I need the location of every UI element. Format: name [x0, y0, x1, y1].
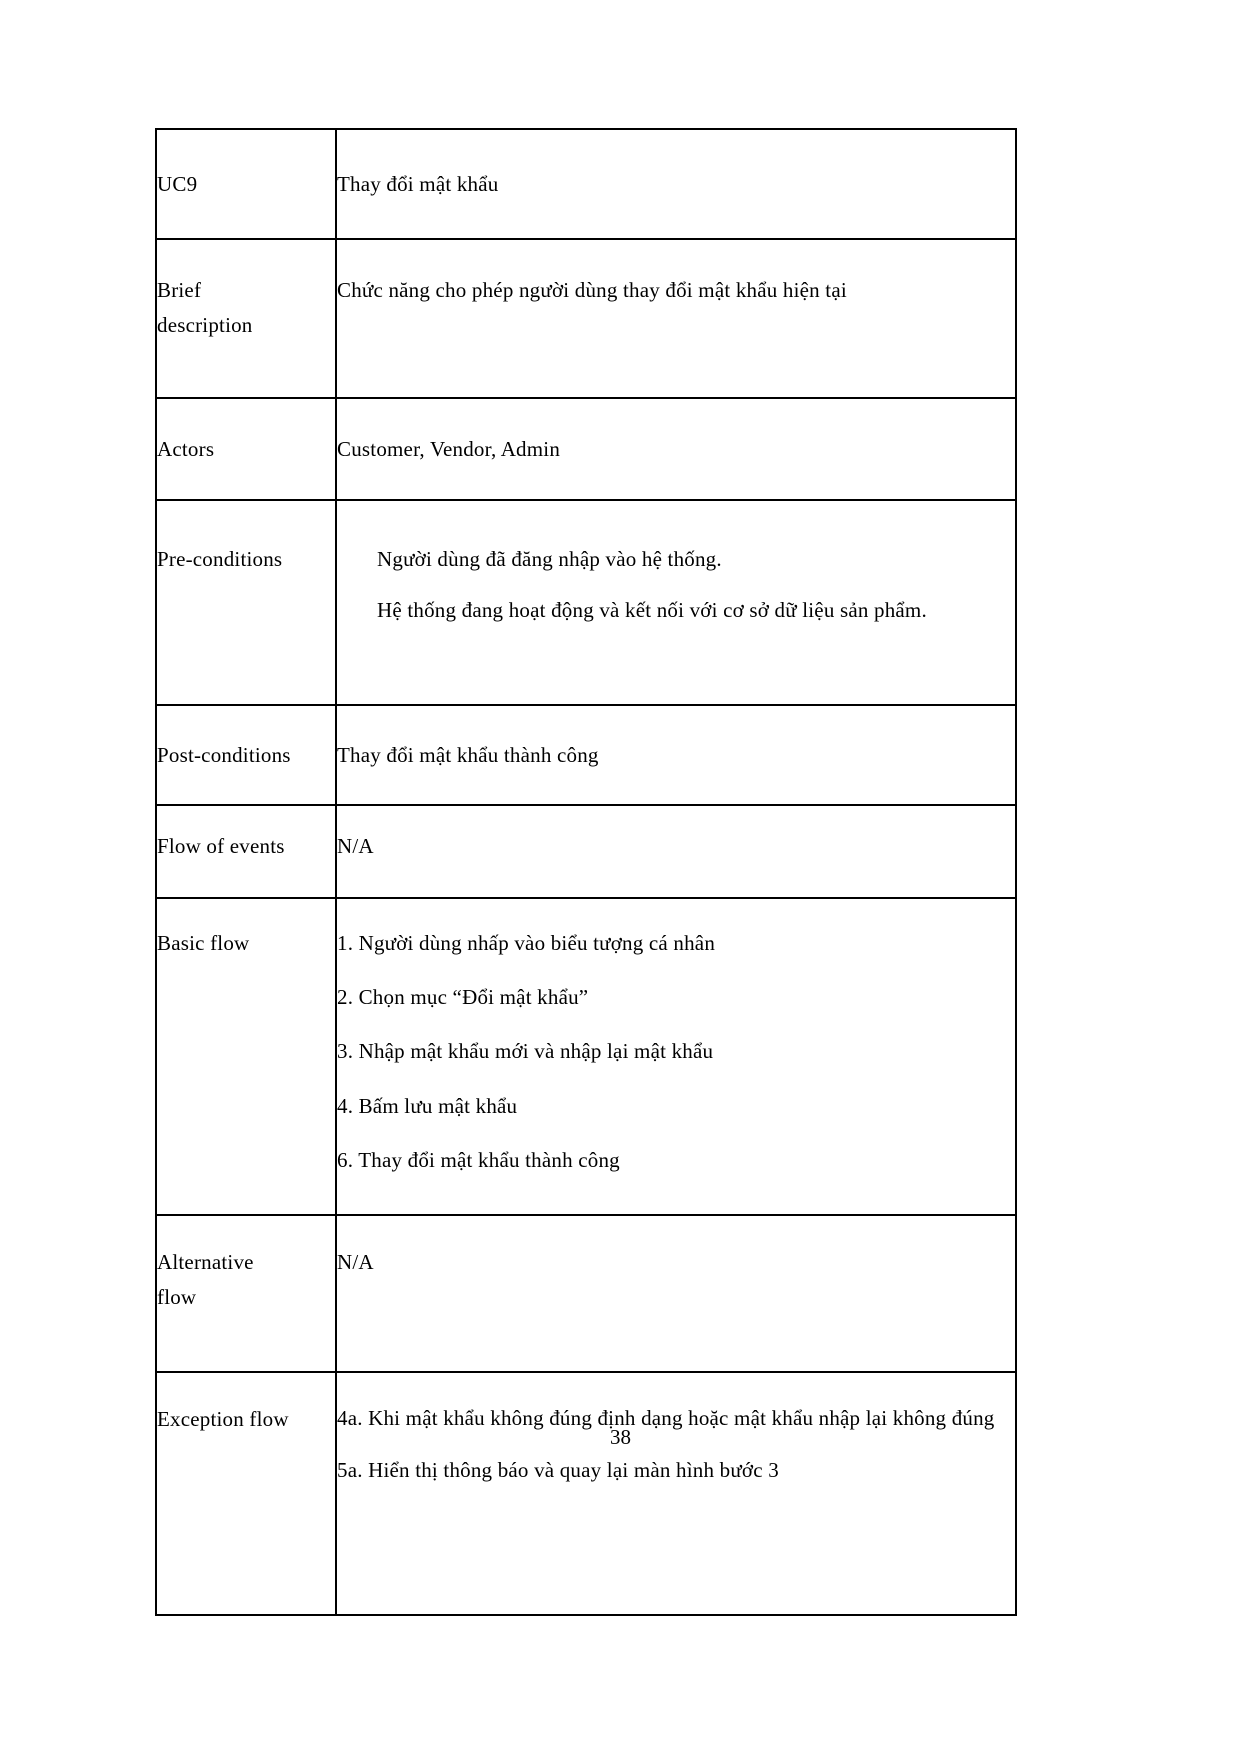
row-label-basic-flow: Basic flow	[156, 898, 336, 1216]
row-label-pre-conditions: Pre-conditions	[156, 500, 336, 705]
table-row	[156, 398, 1016, 500]
pre-condition-line: Hệ thống đang hoạt động và kết nối với cơ sở dữ liệu sản phẩm.	[377, 597, 927, 622]
row-label-actors: Actors	[156, 398, 336, 500]
exception-flow-step: 4a. Khi mật khẩu không đúng định dạng hoặc mật khẩu nhập lại không đúng	[337, 1406, 995, 1431]
row-label-flow-of-events: Flow of events	[156, 805, 336, 897]
row-value-flow-of-events: N/A	[336, 805, 1016, 897]
table-row	[156, 898, 1016, 1216]
label-line: flow	[157, 1284, 197, 1309]
label-line: Alternative	[157, 1250, 254, 1275]
table-row	[156, 500, 1016, 705]
row-value-basic-flow	[336, 898, 1016, 1216]
basic-flow-step: 6. Thay đổi mật khẩu thành công	[337, 1148, 620, 1173]
table-row	[156, 805, 1016, 897]
table-row	[156, 129, 1016, 239]
row-label-post-conditions: Post-conditions	[156, 705, 336, 805]
row-value-actors: Customer, Vendor, Admin	[336, 398, 1016, 500]
row-label-alternative-flow	[156, 1215, 336, 1372]
row-label-brief-description	[156, 239, 336, 398]
row-value-uc-name: Thay đổi mật khẩu	[336, 129, 1016, 239]
table-row	[156, 1215, 1016, 1372]
row-value-pre-conditions	[336, 500, 1016, 705]
basic-flow-step: 3. Nhập mật khẩu mới và nhập lại mật khẩu	[337, 1039, 714, 1064]
table-row	[156, 705, 1016, 805]
basic-flow-step: 1. Người dùng nhấp vào biểu tượng cá nhân	[337, 930, 716, 955]
basic-flow-step: 4. Bấm lưu mật khẩu	[337, 1093, 518, 1118]
table-row	[156, 239, 1016, 398]
row-label-uc-id: UC9	[156, 129, 336, 239]
exception-flow-step: 5a. Hiển thị thông báo và quay lại màn hình bước 3	[337, 1458, 779, 1483]
row-value-brief-description: Chức năng cho phép người dùng thay đổi mật khẩu hiện tại	[336, 239, 1016, 398]
label-line: Brief	[157, 278, 202, 303]
basic-flow-step: 2. Chọn mục “Đổi mật khẩu”	[337, 985, 589, 1010]
use-case-table	[155, 128, 1017, 1616]
row-value-exception-flow	[336, 1372, 1016, 1615]
page-number: 38	[610, 1425, 631, 1449]
pre-condition-line: Người dùng đã đăng nhập vào hệ thống.	[377, 547, 722, 572]
row-label-exception-flow: Exception flow	[156, 1372, 336, 1615]
label-line: description	[157, 312, 253, 337]
row-value-alternative-flow: N/A	[336, 1215, 1016, 1372]
table-row	[156, 1372, 1016, 1615]
row-value-post-conditions: Thay đổi mật khẩu thành công	[336, 705, 1016, 805]
